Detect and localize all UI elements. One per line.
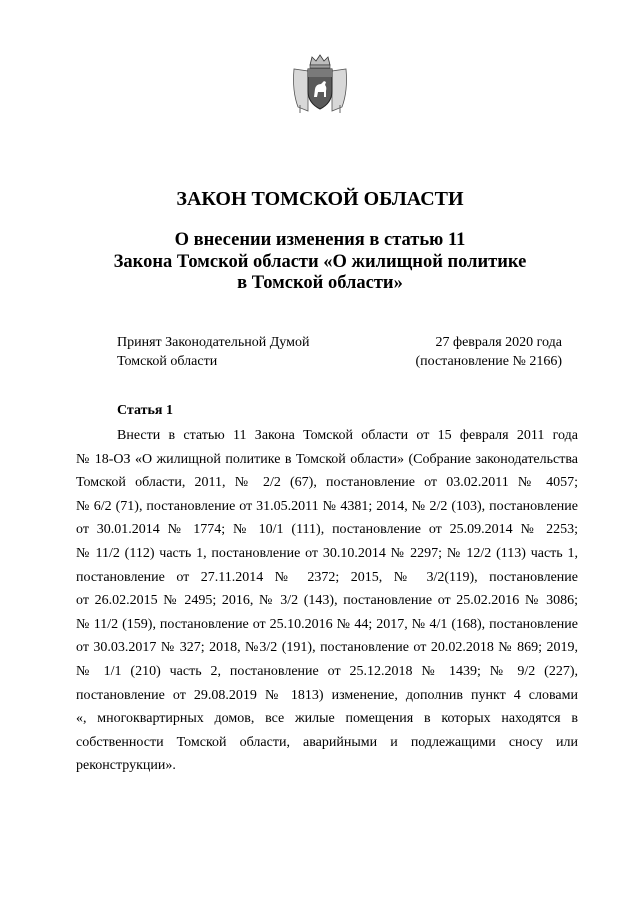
article-line: собственности Томской области, аварийными и подлежащими сносу или <box>76 734 578 750</box>
article-line: Томской области, 2011, № 2/2 (67), постановление от 03.02.2011 № 4057; <box>76 475 578 491</box>
adoption-body-line: Принят Законодательной Думой <box>117 335 310 350</box>
article-body <box>76 424 578 778</box>
article-line: постановление от 29.08.2019 № 1813) изменение, дополнив пункт 4 словами <box>76 687 578 703</box>
adoption-body <box>117 333 309 371</box>
article-line: «, многоквартирных домов, все жилые помещения в которых находятся в <box>76 711 578 727</box>
adoption-date <box>415 333 562 371</box>
adoption-resolution-line: (постановление № 2166) <box>415 354 562 369</box>
subtitle-line: Закона Томской области «О жилищной политике <box>113 251 527 272</box>
article-line: от 30.03.2017 № 327; 2018, №3/2 (191), постановление от 20.02.2018 № 869; 2019, <box>76 640 578 656</box>
subtitle-line: в Томской области» <box>237 273 403 293</box>
article-line: реконструкции». <box>76 758 176 774</box>
article-line: постановление от 27.11.2014 № 2372; 2015, № 3/2(119), постановление <box>76 569 578 585</box>
article-heading: Статья 1 <box>117 403 173 418</box>
adoption-body-line: Томской области <box>117 354 218 369</box>
article-line: № 1/1 (210) часть 2, постановление от 25.12.2018 № 1439; № 9/2 (227), <box>76 663 578 679</box>
document-subtitle <box>0 230 640 295</box>
adoption-date-line: 27 февраля 2020 года <box>435 335 562 350</box>
coat-of-arms-icon <box>290 51 350 115</box>
article-line: от 26.02.2015 № 2495; 2016, № 3/2 (143), постановление от 25.02.2016 № 3086; <box>76 593 578 609</box>
article-line: Внести в статью 11 Закона Томской области от 15 февраля 2011 года <box>117 428 578 443</box>
document-title: ЗАКОН ТОМСКОЙ ОБЛАСТИ <box>176 188 464 210</box>
article-line: № 6/2 (71), постановление от 31.05.2011 № 4381; 2014, № 2/2 (103), постановление <box>76 498 578 514</box>
article-line: от 30.01.2014 № 1774; № 10/1 (111), постановление от 25.09.2014 № 2253; <box>76 522 578 538</box>
subtitle-line: О внесении изменения в статью 11 <box>174 230 466 250</box>
article-line: № 11/2 (112) часть 1, постановление от 30.10.2014 № 2297; № 12/2 (113) часть 1, <box>76 545 578 561</box>
article-line: № 18-ОЗ «О жилищной политике в Томской области» (Собрание законодательства <box>76 451 578 467</box>
article-line: № 11/2 (159), постановление от 25.10.2016 № 44; 2017, № 4/1 (168), постановление <box>76 616 578 632</box>
